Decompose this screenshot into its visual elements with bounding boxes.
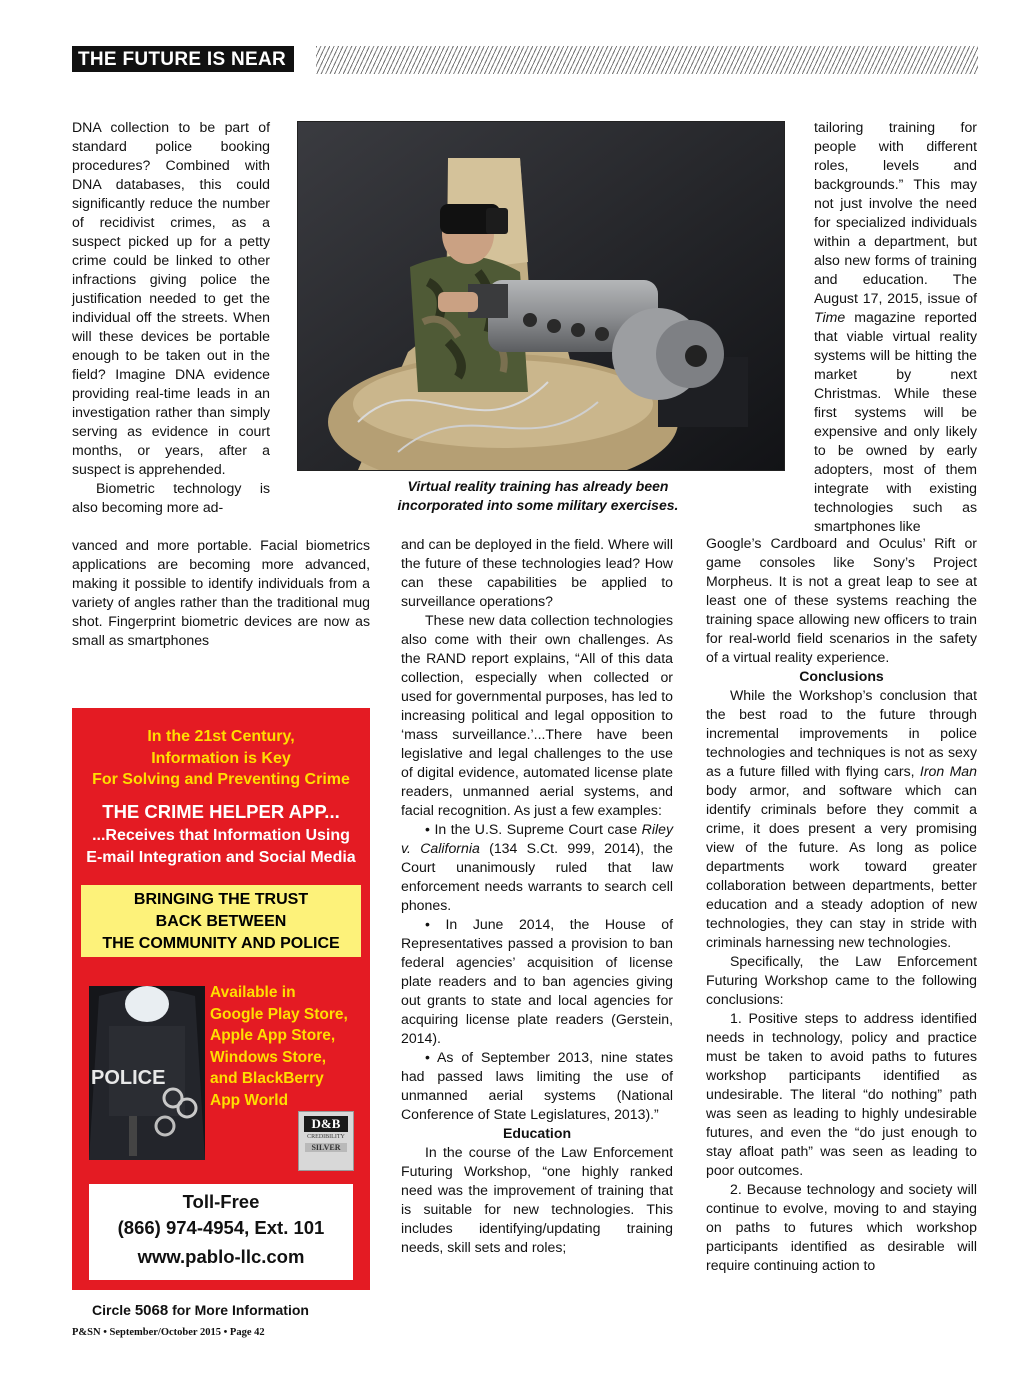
article-column-3-top bbox=[814, 118, 977, 536]
vr-training-illustration bbox=[298, 122, 784, 470]
ad-contact-box bbox=[89, 1184, 353, 1280]
paragraph: Specifically, the Law Enforcement Futuring Workshop came to the following conclusions: bbox=[706, 953, 977, 1007]
iron-man-reference: Iron Man bbox=[919, 763, 977, 779]
ad-trust-banner: BRINGING THE TRUST BACK BETWEEN THE COMMUNITY AND POLICE bbox=[81, 885, 361, 957]
magazine-name: Time bbox=[814, 309, 846, 325]
police-vest-illustration bbox=[89, 986, 205, 1160]
vr-training-photo bbox=[297, 121, 785, 471]
header-hatch-decoration bbox=[316, 46, 978, 74]
website-url: www.pablo-llc.com bbox=[137, 1246, 305, 1267]
paragraph: vanced and more portable. Facial biometrics applications are becoming more advanced, making it possible to identify individuals from a variety of angles rather than the traditional mug shot. Fingerprint biometric devices are now as small as smartphones bbox=[72, 537, 370, 648]
ad-app-description: ...Receives that Information Using E-mail Integration and Social Media bbox=[86, 827, 356, 866]
paragraph: tailoring training for people with different roles, levels and backgrounds.” This may not just involve the need for specialized individuals within a department, but also new forms of training and education. The August 17, 2015, issue of Time magazine reported that viable virtual reality systems will be hitting the market by next Christmas. While these first systems will be expensive and only likely to be owned by early adopters, most of them integrate with existing technologies such as smartphones like bbox=[814, 119, 977, 534]
reader-service-note: Circle 5068 for More Information bbox=[92, 1302, 309, 1319]
ad-headline: In the 21st Century, Information is Key For Solving and Preventing Crime bbox=[92, 728, 350, 788]
caption-line: incorporated into some military exercises. bbox=[397, 497, 679, 513]
dnb-credibility-badge: D&B CREDIBILITY SILVER bbox=[298, 1111, 354, 1171]
section-heading-conclusions: Conclusions bbox=[799, 668, 884, 684]
paragraph: In the course of the Law Enforcement Futuring Workshop, “one highly ranked need was the improvement of training that is suitable for new technologies. This includes identifying/updating training needs, skill sets and roles; bbox=[401, 1144, 673, 1255]
caption-line: Virtual reality training has already been bbox=[407, 478, 669, 494]
bullet-item: • In June 2014, the House of Representatives passed a provision to ban federal agencies’ acquisition of license plate readers and to ban agencies giving out grants to state and local agencies for acquiring license plate readers (Gerstein, 2014). bbox=[401, 916, 673, 1046]
paragraph: Biometric technology is also becoming more ad- bbox=[72, 480, 270, 515]
paragraph: and can be deployed in the field. Where will the future of these technologies lead? How can these capabilities be applied to surveillance operations? bbox=[401, 536, 673, 609]
bullet-item: • In the U.S. Supreme Court case Riley v. California (134 S.Ct. 999, 2014), the Court unanimously ruled that law enforcement needs warrants to search cell phones. bbox=[401, 821, 673, 913]
paragraph: Google’s Cardboard and Oculus’ Rift or game consoles like Sony’s Project Morpheus. It is not a great leap to see at least one of these systems reaching the training space allowing new officers to train for real-world field scenarios in the safety of a virtual reality experience. bbox=[706, 535, 977, 665]
vest-police-text: POLICE bbox=[91, 1067, 166, 1089]
circle-number: 5068 bbox=[134, 1302, 169, 1319]
paragraph: These new data collection technologies also come with their own challenges. As the RAND report explains, “All of this data collection, especially when collected or used for governmental purposes, has led to increasing political and legal opposition to ‘mass surveillance.’...There have been legislative and legal challenges to the use of digital evidence, automated license plate readers, unmanned aerial systems, and facial recognition. As just a few examples: bbox=[401, 612, 673, 818]
ad-app-name: THE CRIME HELPER APP... bbox=[102, 801, 340, 822]
photo-caption bbox=[372, 477, 704, 515]
police-officer-photo bbox=[89, 986, 205, 1160]
article-column-2 bbox=[401, 535, 673, 1257]
ad-availability: Available in Google Play Store, Apple App Store, Windows Store, and BlackBerry App World bbox=[210, 984, 348, 1109]
article-column-1-bottom bbox=[72, 536, 370, 650]
paragraph: 2. Because technology and society will continue to evolve, moving to and staying on paths to futures which workshop participants identified as desirable will require continuing action to bbox=[706, 1181, 977, 1273]
dnb-logo: D&B bbox=[304, 1116, 348, 1132]
phone-number: (866) 974-4954, Ext. 101 bbox=[117, 1217, 325, 1238]
section-heading-education: Education bbox=[502, 1125, 572, 1141]
paragraph: DNA collection to be part of standard police booking procedures? Combined with DNA databases, this could significantly reduce the number of recidivist crimes, as a suspect picked up for a petty crime could be linked to other infractions giving police the justification needed to get the individual off the streets. When will these devices be portable enough to be taken out in the field? Imagine DNA evidence providing real-time leads in an investigation rather than simply serving as evidence in court months, or years, after a suspect is apprehended. bbox=[72, 119, 270, 477]
page-footer: P&SN • September/October 2015 • Page 42 bbox=[72, 1327, 265, 1338]
crime-helper-advertisement bbox=[72, 708, 370, 1290]
article-column-3-bottom bbox=[706, 534, 977, 1275]
toll-free-label: Toll-Free bbox=[182, 1191, 260, 1212]
section-header: THE FUTURE IS NEAR bbox=[72, 46, 294, 72]
bullet-item: • As of September 2013, nine states had passed laws limiting the use of unmanned aerial systems (National Conference of State Legislatures, 2013).” bbox=[401, 1049, 673, 1122]
case-name: Riley v. California bbox=[401, 821, 673, 856]
paragraph: 1. Positive steps to address identified needs in technology, policy and practice must be taken to avoid paths to futures workshop participants identified as undesirable. The literal “do nothing” path was seen as leading to highly undesirable futures, and even the “do just enough to stay afloat path” was seen as leading to poor outcomes. bbox=[706, 1010, 977, 1178]
paragraph: While the Workshop’s conclusion that the best road to the future through incremental improvements in police technologies and techniques is not as sexy as a future filled with flying cars, Iron Man body armor, and software which can identify criminals before they commit a crime, it does present a very promising view of the future. As long as police departments work toward greater collaboration between departments, better education and a steady adoption of new technologies, they can stay in stride with criminals harnessing new technologies. bbox=[706, 687, 977, 950]
article-column-1-top bbox=[72, 118, 270, 517]
